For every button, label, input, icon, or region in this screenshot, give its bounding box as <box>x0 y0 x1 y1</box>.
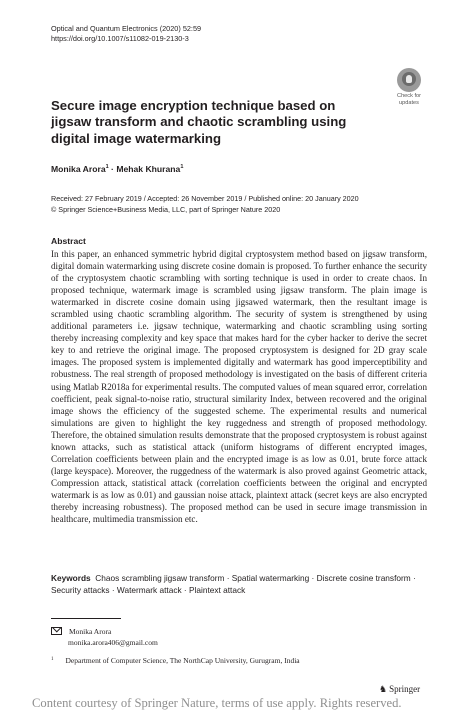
publisher-name: Springer <box>389 684 421 694</box>
envelope-icon <box>51 627 62 635</box>
doi-link[interactable]: https://doi.org/10.1007/s11082-019-2130-3 <box>51 34 189 43</box>
journal-header <box>51 24 201 44</box>
corresponding-author: Monika Arora <box>69 627 112 636</box>
author-email[interactable]: monika.arora406@gmail.com <box>68 638 158 647</box>
publication-dates <box>51 194 359 215</box>
keywords-section <box>51 573 427 597</box>
badge-label <box>390 93 428 106</box>
history-dates: Received: 27 February 2019 / Accepted: 26 November 2019 / Published online: 20 January 2020 <box>51 194 359 203</box>
correspondence-block <box>51 626 158 648</box>
copyright-line: © Springer Science+Business Media, LLC, part of Springer Nature 2020 <box>51 204 281 214</box>
keywords-label: Keywords <box>51 573 91 583</box>
author-name[interactable]: Mehak Khurana <box>116 164 181 174</box>
badge-line-2: updates <box>399 99 419 106</box>
abstract-text: In this paper, an enhanced symmetric hybrid digital cryptosystem method based on jigsaw transform, digital domain watermarking using discrete cosine domain is proposed. To further enhance the security of the cryptosystem chaotic scrambling with sorting technique is used in order to create chaos. In proposed technique, watermark image is scrambled using jigsaw transform. The plain image is watermarked in discrete cosine domain using jigsawed watermark, then the resultant image is scrambled using chaotic scrambling algorithm. The security of system is strengthened by using additional parameters i.e. jigsaw technique, watermarking and chaotic scrambling using sorting thereby increasing complexity and key space that makes hard for the cyber hacker to derive the secret key to and retrieve the original image. The proposed cryptosystem is designed for 2D gray scale images. The proposed system is implemented digitally and watermark has good imperceptibility and robustness. The real strength of proposed methodology is investigated on the basis of different criteria using Matlab R2018a for experimental results. The computed values of mean squared error, correlation coefficient, peak signal-to-noise ratio, structural similarity Index, between recovered and the original image shows the efficiency of the suggested scheme. The experimental results and numerical simulations are given to highlight the key ruggedness and strength of proposed methodology. Therefore, the obtained simulation results demonstrate that the proposed cryptosystem is robust against known attacks, such as statistical attack (uniform histograms of different encrypted images, Correlation coefficients between plain and the encrypted image is as low as 0.01, brute force attack (large keyspace). Moreover, the ruggedness of the watermark is also proved against Geometric attack, Compression attack, statistical attack (correlation coefficients between the original and encrypted watermark is as low as 0.01) and gaussian noise attack, plaintext attack (secret keys are also encrypted thereby increasing robustness). The proposed method can be used in secure image transmission in healthcare, multimedia transmission etc. <box>51 249 427 525</box>
author-list <box>51 164 183 174</box>
author-name[interactable]: Monika Arora <box>51 164 106 174</box>
keywords-list: Chaos scrambling jigsaw transform · Spatial watermarking · Discrete cosine transform · Security attacks · Watermark attack · Plaintext attack <box>51 573 416 595</box>
check-for-updates-badge[interactable] <box>390 68 428 106</box>
check-for-updates-icon <box>397 68 421 92</box>
affiliation-marker: 1 <box>105 164 109 171</box>
affiliation-text: Department of Computer Science, The NorthCap University, Gurugram, India <box>65 656 300 665</box>
footnote-divider <box>51 618 121 619</box>
badge-line-1: Check for <box>397 93 421 99</box>
author-separator: · <box>108 164 117 174</box>
affiliation-number: 1 <box>51 656 54 662</box>
publisher-logo <box>379 684 420 695</box>
affiliation-marker: 1 <box>180 164 184 171</box>
springer-horse-icon: ♞ <box>379 684 388 694</box>
paper-title: Secure image encryption technique based on jigsaw transform and chaotic scrambling using digital image watermarking <box>51 98 347 146</box>
journal-citation: Optical and Quantum Electronics (2020) 52:59 <box>51 24 202 33</box>
abstract-heading: Abstract <box>51 236 86 246</box>
affiliation-footnote <box>51 656 300 665</box>
courtesy-watermark: Content courtesy of Springer Nature, terms of use apply. Rights reserved. <box>32 696 402 710</box>
